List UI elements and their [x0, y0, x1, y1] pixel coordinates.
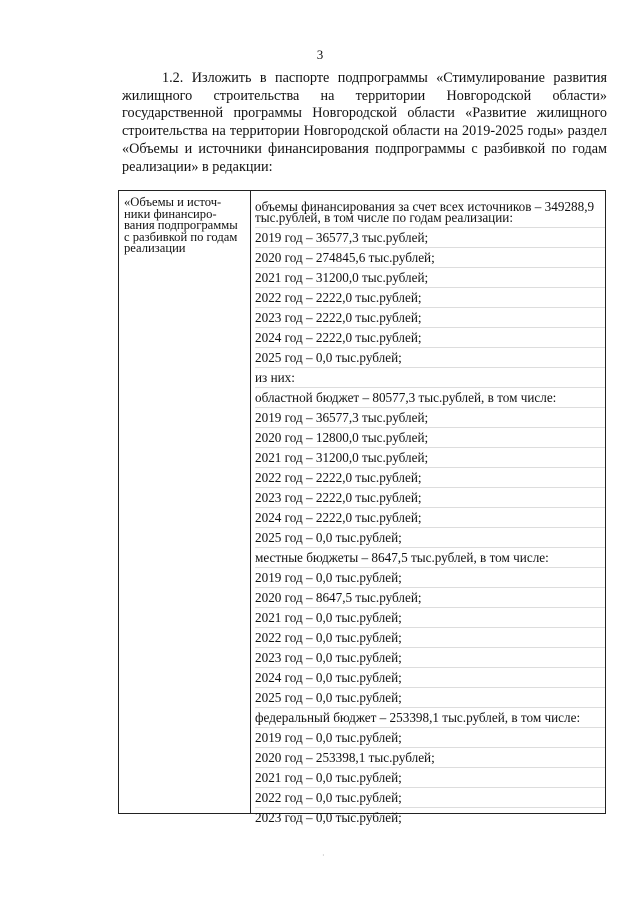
financing-row: 2020 год – 253398,1 тыс.рублей; [255, 748, 605, 768]
financing-row: 2019 год – 36577,3 тыс.рублей; [255, 228, 605, 248]
financing-row: 2024 год – 2222,0 тыс.рублей; [255, 328, 605, 348]
financing-row: 2022 год – 0,0 тыс.рублей; [255, 628, 605, 648]
financing-row: местные бюджеты – 8647,5 тыс.рублей, в том числе: [255, 548, 605, 568]
financing-table-label-cell: «Объемы и источ-ники финансиро-вания подпрограммы с разбивкой по годам реализации [119, 191, 251, 813]
financing-row: 2022 год – 0,0 тыс.рублей; [255, 788, 605, 808]
financing-table [118, 190, 606, 825]
financing-row: 2022 год – 2222,0 тыс.рублей; [255, 288, 605, 308]
financing-row: 2021 год – 31200,0 тыс.рублей; [255, 268, 605, 288]
financing-row: из них: [255, 368, 605, 388]
financing-row: 2025 год – 0,0 тыс.рублей; [255, 348, 605, 368]
financing-row: 2022 год – 2222,0 тыс.рублей; [255, 468, 605, 488]
intro-paragraph: 1.2. Изложить в паспорте подпрограммы «Стимулирование развития жилищного строительства на территории Новгородской области» государственной программы Новгородской области «Развитие жилищного строительства на территории Новгородской области на 2019-2025 годы» раздел «Объемы и источники финансирования подпрограммы с разбивкой по годам реализации» в редакции: [122, 70, 607, 175]
page-number: 3 [316, 47, 324, 62]
financing-row: 2021 год – 0,0 тыс.рублей; [255, 608, 605, 628]
financing-row: федеральный бюджет – 253398,1 тыс.рублей, в том числе: [255, 708, 605, 728]
financing-row: 2021 год – 31200,0 тыс.рублей; [255, 448, 605, 468]
financing-row: 2020 год – 12800,0 тыс.рублей; [255, 428, 605, 448]
financing-row: 2023 год – 2222,0 тыс.рублей; [255, 488, 605, 508]
financing-row: 2024 год – 0,0 тыс.рублей; [255, 668, 605, 688]
financing-row: 2025 год – 0,0 тыс.рублей; [255, 528, 605, 548]
financing-row: 2019 год – 36577,3 тыс.рублей; [255, 408, 605, 428]
financing-row: 2023 год – 0,0 тыс.рублей; [255, 648, 605, 668]
financing-row: объемы финансирования за счет всех источников – 349288,9 тыс.рублей, в том числе по годам реализации: [255, 197, 605, 228]
financing-table-values-cell [251, 191, 605, 825]
financing-row: 2020 год – 8647,5 тыс.рублей; [255, 588, 605, 608]
scan-dot: · [322, 851, 325, 860]
financing-row: 2025 год – 0,0 тыс.рублей; [255, 688, 605, 708]
financing-row: 2019 год – 0,0 тыс.рублей; [255, 568, 605, 588]
financing-row: 2020 год – 274845,6 тыс.рублей; [255, 248, 605, 268]
financing-row: 2023 год – 0,0 тыс.рублей; [255, 810, 402, 825]
financing-row: 2019 год – 0,0 тыс.рублей; [255, 728, 605, 748]
financing-row: 2021 год – 0,0 тыс.рублей; [255, 768, 605, 788]
financing-row: 2023 год – 2222,0 тыс.рублей; [255, 308, 605, 328]
financing-row: 2024 год – 2222,0 тыс.рублей; [255, 508, 605, 528]
financing-row: областной бюджет – 80577,3 тыс.рублей, в том числе: [255, 388, 605, 408]
